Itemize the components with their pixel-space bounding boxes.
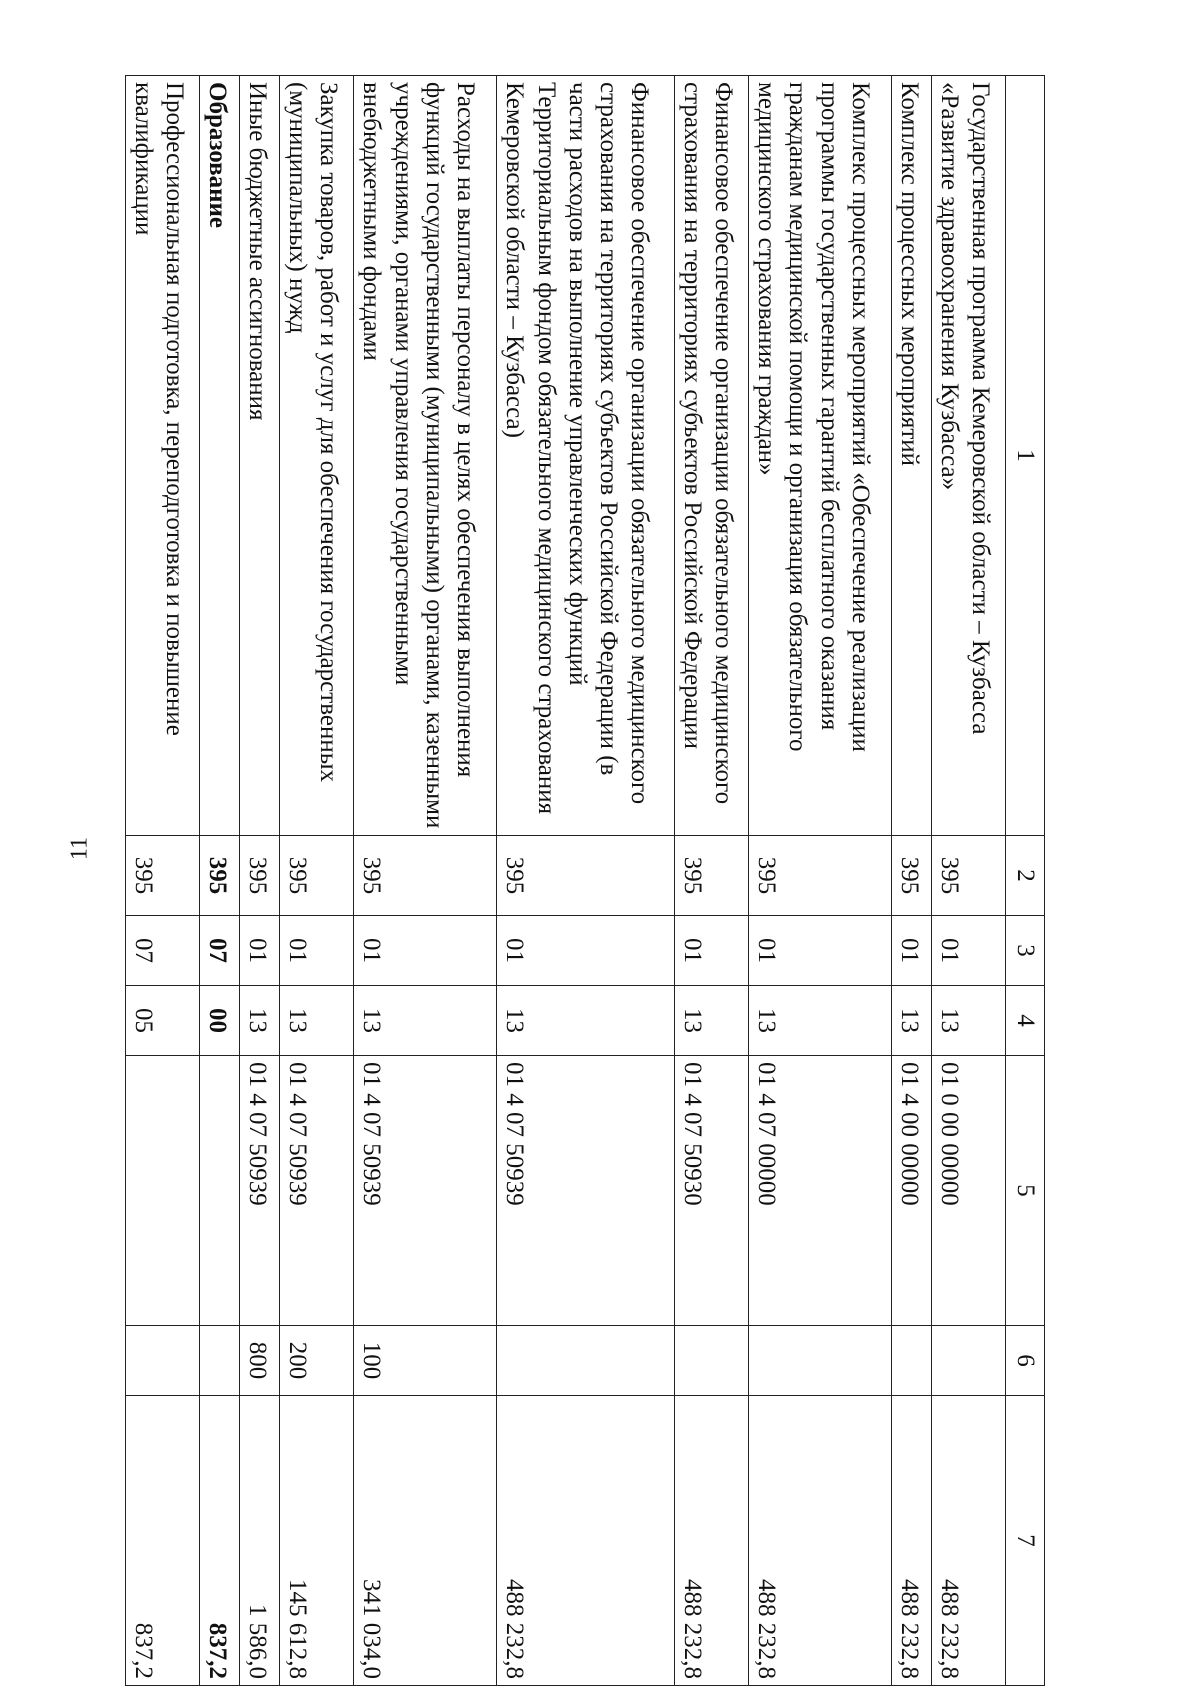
table-row (354, 76, 497, 1686)
item-name-cell: Комплекс процессных мероприятий «Обеспечение реализации программы государственных гарантий бесплатного оказания гражданам медицинской помощи и организация обязательного медицинского страхования граждан» (748, 76, 891, 836)
admin-code-cell: 395 (240, 836, 280, 916)
subsection-cell: 13 (497, 986, 674, 1056)
header-cell: 7 (1006, 1396, 1045, 1686)
amount-cell: 488 232,8 (748, 1396, 891, 1686)
expense-type-cell (891, 1326, 931, 1396)
header-cell: 2 (1006, 836, 1045, 916)
table-row (931, 76, 1005, 1686)
table-row (200, 76, 240, 1686)
section-cell: 07 (126, 916, 200, 986)
item-name-cell: Финансовое обеспечение организации обязательного медицинского страхования на территориях субъектов Российской Федерации (в части расходов на выполнение управленческих функций Территориальным фондом обязательного медицинского страхования Кемеровской области – Кузбасса) (497, 76, 674, 836)
target-article-cell: 01 4 07 50939 (280, 1056, 354, 1326)
subsection-cell: 13 (280, 986, 354, 1056)
expense-type-cell (931, 1326, 1005, 1396)
subsection-cell: 13 (748, 986, 891, 1056)
target-article-cell (126, 1056, 200, 1326)
header-cell: 3 (1006, 916, 1045, 986)
section-cell: 01 (280, 916, 354, 986)
header-cell: 5 (1006, 1056, 1045, 1326)
budget-table (125, 75, 1045, 1686)
amount-cell: 488 232,8 (497, 1396, 674, 1686)
admin-code-cell: 395 (280, 836, 354, 916)
amount-cell: 488 232,8 (891, 1396, 931, 1686)
target-article-cell: 01 4 07 50939 (497, 1056, 674, 1326)
header-cell: 1 (1006, 76, 1045, 836)
target-article-cell: 01 4 07 00000 (748, 1056, 891, 1326)
amount-cell: 488 232,8 (674, 1396, 748, 1686)
target-article-cell: 01 0 00 00000 (931, 1056, 1005, 1326)
amount-cell: 837,2 (126, 1396, 200, 1686)
target-article-cell: 01 4 07 50939 (240, 1056, 280, 1326)
target-article-cell: 01 4 07 50939 (354, 1056, 497, 1326)
subsection-cell: 13 (674, 986, 748, 1056)
admin-code-cell: 395 (354, 836, 497, 916)
table-row (497, 76, 674, 1686)
table-row (280, 76, 354, 1686)
target-article-cell (200, 1056, 240, 1326)
section-cell: 01 (354, 916, 497, 986)
item-name-cell: Комплекс процессных мероприятий (891, 76, 931, 836)
amount-cell: 1 586,0 (240, 1396, 280, 1686)
admin-code-cell: 395 (497, 836, 674, 916)
item-name-cell: Закупка товаров, работ и услуг для обеспечения государственных (муниципальных) нужд (280, 76, 354, 836)
expense-type-cell (674, 1326, 748, 1396)
item-name-cell: Расходы на выплаты персоналу в целях обеспечения выполнения функций государственными (муниципальными) органами, казенными учреждениями, органами управления государственными внебюджетными фондами (354, 76, 497, 836)
item-name-cell: Государственная программа Кемеровской области – Кузбасса «Развитие здравоохранения Кузбасса» (931, 76, 1005, 836)
table-row (240, 76, 280, 1686)
section-cell: 01 (674, 916, 748, 986)
budget-table-rotated (125, 75, 1045, 1685)
item-name-cell: Профессиональная подготовка, переподготовка и повышение квалификации (126, 76, 200, 836)
amount-cell: 837,2 (200, 1396, 240, 1686)
admin-code-cell: 395 (931, 836, 1005, 916)
section-cell: 01 (240, 916, 280, 986)
section-cell: 01 (891, 916, 931, 986)
item-name-cell: Финансовое обеспечение организации обязательного медицинского страхования на территориях субъектов Российской Федерации (674, 76, 748, 836)
admin-code-cell: 395 (126, 836, 200, 916)
admin-code-cell: 395 (891, 836, 931, 916)
subsection-cell: 13 (891, 986, 931, 1056)
subsection-cell: 13 (931, 986, 1005, 1056)
expense-type-cell: 100 (354, 1326, 497, 1396)
amount-cell: 145 612,8 (280, 1396, 354, 1686)
header-cell: 4 (1006, 986, 1045, 1056)
expense-type-cell (497, 1326, 674, 1396)
target-article-cell: 01 4 07 50930 (674, 1056, 748, 1326)
subsection-cell: 13 (354, 986, 497, 1056)
subsection-cell: 05 (126, 986, 200, 1056)
page-number: 11 (66, 836, 93, 861)
target-article-cell: 01 4 00 00000 (891, 1056, 931, 1326)
table-row (674, 76, 748, 1686)
subsection-cell: 00 (200, 986, 240, 1056)
admin-code-cell: 395 (200, 836, 240, 916)
section-cell: 07 (200, 916, 240, 986)
section-cell: 01 (497, 916, 674, 986)
table-row (891, 76, 931, 1686)
header-row (1006, 76, 1045, 1686)
header-cell: 6 (1006, 1326, 1045, 1396)
expense-type-cell: 800 (240, 1326, 280, 1396)
admin-code-cell: 395 (674, 836, 748, 916)
expense-type-cell: 200 (280, 1326, 354, 1396)
admin-code-cell: 395 (748, 836, 891, 916)
expense-type-cell (126, 1326, 200, 1396)
amount-cell: 488 232,8 (931, 1396, 1005, 1686)
section-cell: 01 (748, 916, 891, 986)
table-row (748, 76, 891, 1686)
item-name-cell: Образование (200, 76, 240, 836)
item-name-cell: Иные бюджетные ассигнования (240, 76, 280, 836)
expense-type-cell (748, 1326, 891, 1396)
amount-cell: 341 034,0 (354, 1396, 497, 1686)
section-cell: 01 (931, 916, 1005, 986)
table-row (126, 76, 200, 1686)
expense-type-cell (200, 1326, 240, 1396)
subsection-cell: 13 (240, 986, 280, 1056)
